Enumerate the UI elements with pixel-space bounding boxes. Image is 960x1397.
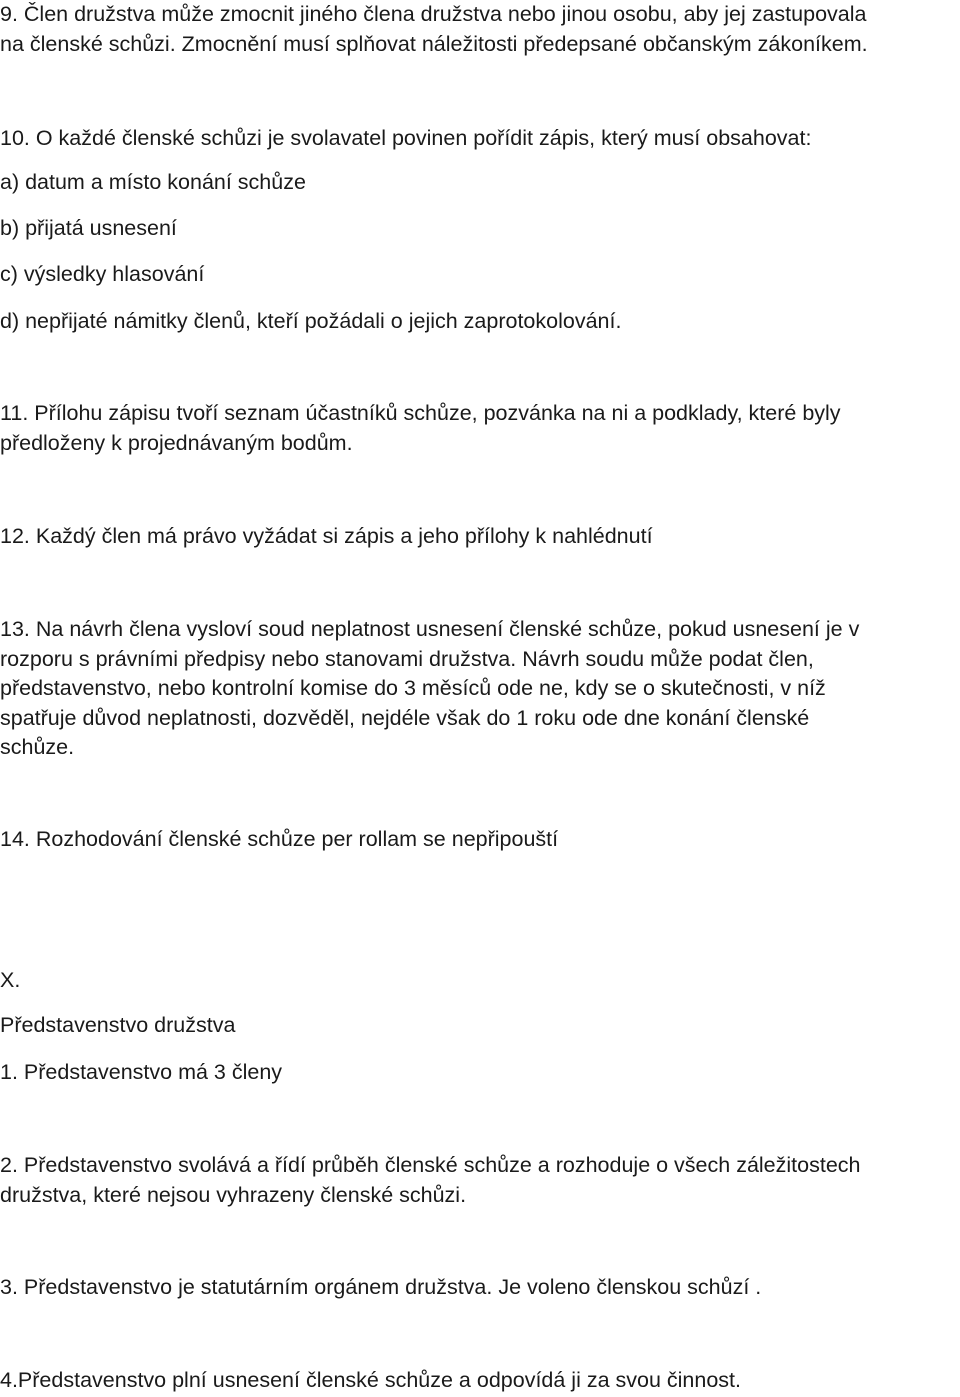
section-item-2: [0, 1151, 958, 1210]
paragraph-13-line: představenstvo, nebo kontrolní komise do 3 měsíců ode ne, kdy se o skutečnosti, v níž: [0, 676, 826, 700]
paragraph-14: 14. Rozhodování členské schůze per rollam se nepřipouští: [0, 827, 559, 851]
section-title: Představenstvo družstva: [0, 1013, 236, 1037]
section-item-4: 4.Představenstvo plní usnesení členské schůze a odpovídá ji za svou činnost.: [0, 1368, 741, 1392]
paragraph-11-line: 11. Přílohu zápisu tvoří seznam účastníků schůze, pozvánka na ni a podklady, které byly: [0, 401, 841, 425]
paragraph-9: [0, 0, 958, 59]
section-item-2-line: družstva, které nejsou vyhrazeny členské schůzi.: [0, 1182, 467, 1207]
section-item-1: 1. Představenstvo má 3 členy: [0, 1060, 283, 1084]
paragraph-13: [0, 615, 958, 763]
section-item-2-line: 2. Představenstvo svolává a řídí průběh členské schůze a rozhoduje o všech záležitostech: [0, 1153, 861, 1177]
paragraph-11-line: předloženy k projednávaným bodům.: [0, 430, 353, 455]
paragraph-9-line: na členské schůzi. Zmocnění musí splňovat náležitosti předepsané občanským zákoníkem.: [0, 31, 868, 56]
paragraph-13-line: rozporu s právními předpisy nebo stanovami družstva. Návrh soudu může podat člen,: [0, 646, 814, 671]
list-item-d: d) nepřijaté námitky členů, kteří požádali o jejich zaprotokolování.: [0, 309, 622, 333]
paragraph-12: 12. Každý člen má právo vyžádat si zápis a jeho přílohy k nahlédnutí: [0, 524, 653, 548]
paragraph-10-intro: 10. O každé členské schůzi je svolavatel povinen pořídit zápis, který musí obsahovat:: [0, 126, 812, 150]
paragraph-11: [0, 399, 958, 458]
paragraph-13-line: schůze.: [0, 735, 75, 759]
section-item-3: 3. Představenstvo je statutárním orgánem družstva. Je voleno členskou schůzí .: [0, 1275, 762, 1299]
list-item-a: a) datum a místo konání schůze: [0, 170, 306, 194]
list-item-c: c) výsledky hlasování: [0, 262, 205, 286]
paragraph-13-line: 13. Na návrh člena vysloví soud neplatnost usnesení členské schůze, pokud usnesení je v: [0, 617, 860, 641]
list-item-b: b) přijatá usnesení: [0, 216, 177, 240]
section-number: X.: [0, 968, 21, 992]
paragraph-13-line: spatřuje důvod neplatnosti, dozvěděl, nejdéle však do 1 roku ode dne konání členské: [0, 705, 810, 730]
paragraph-9-line: 9. Člen družstva může zmocnit jiného člena družstva nebo jinou osobu, aby jej zastupovala: [0, 2, 867, 26]
